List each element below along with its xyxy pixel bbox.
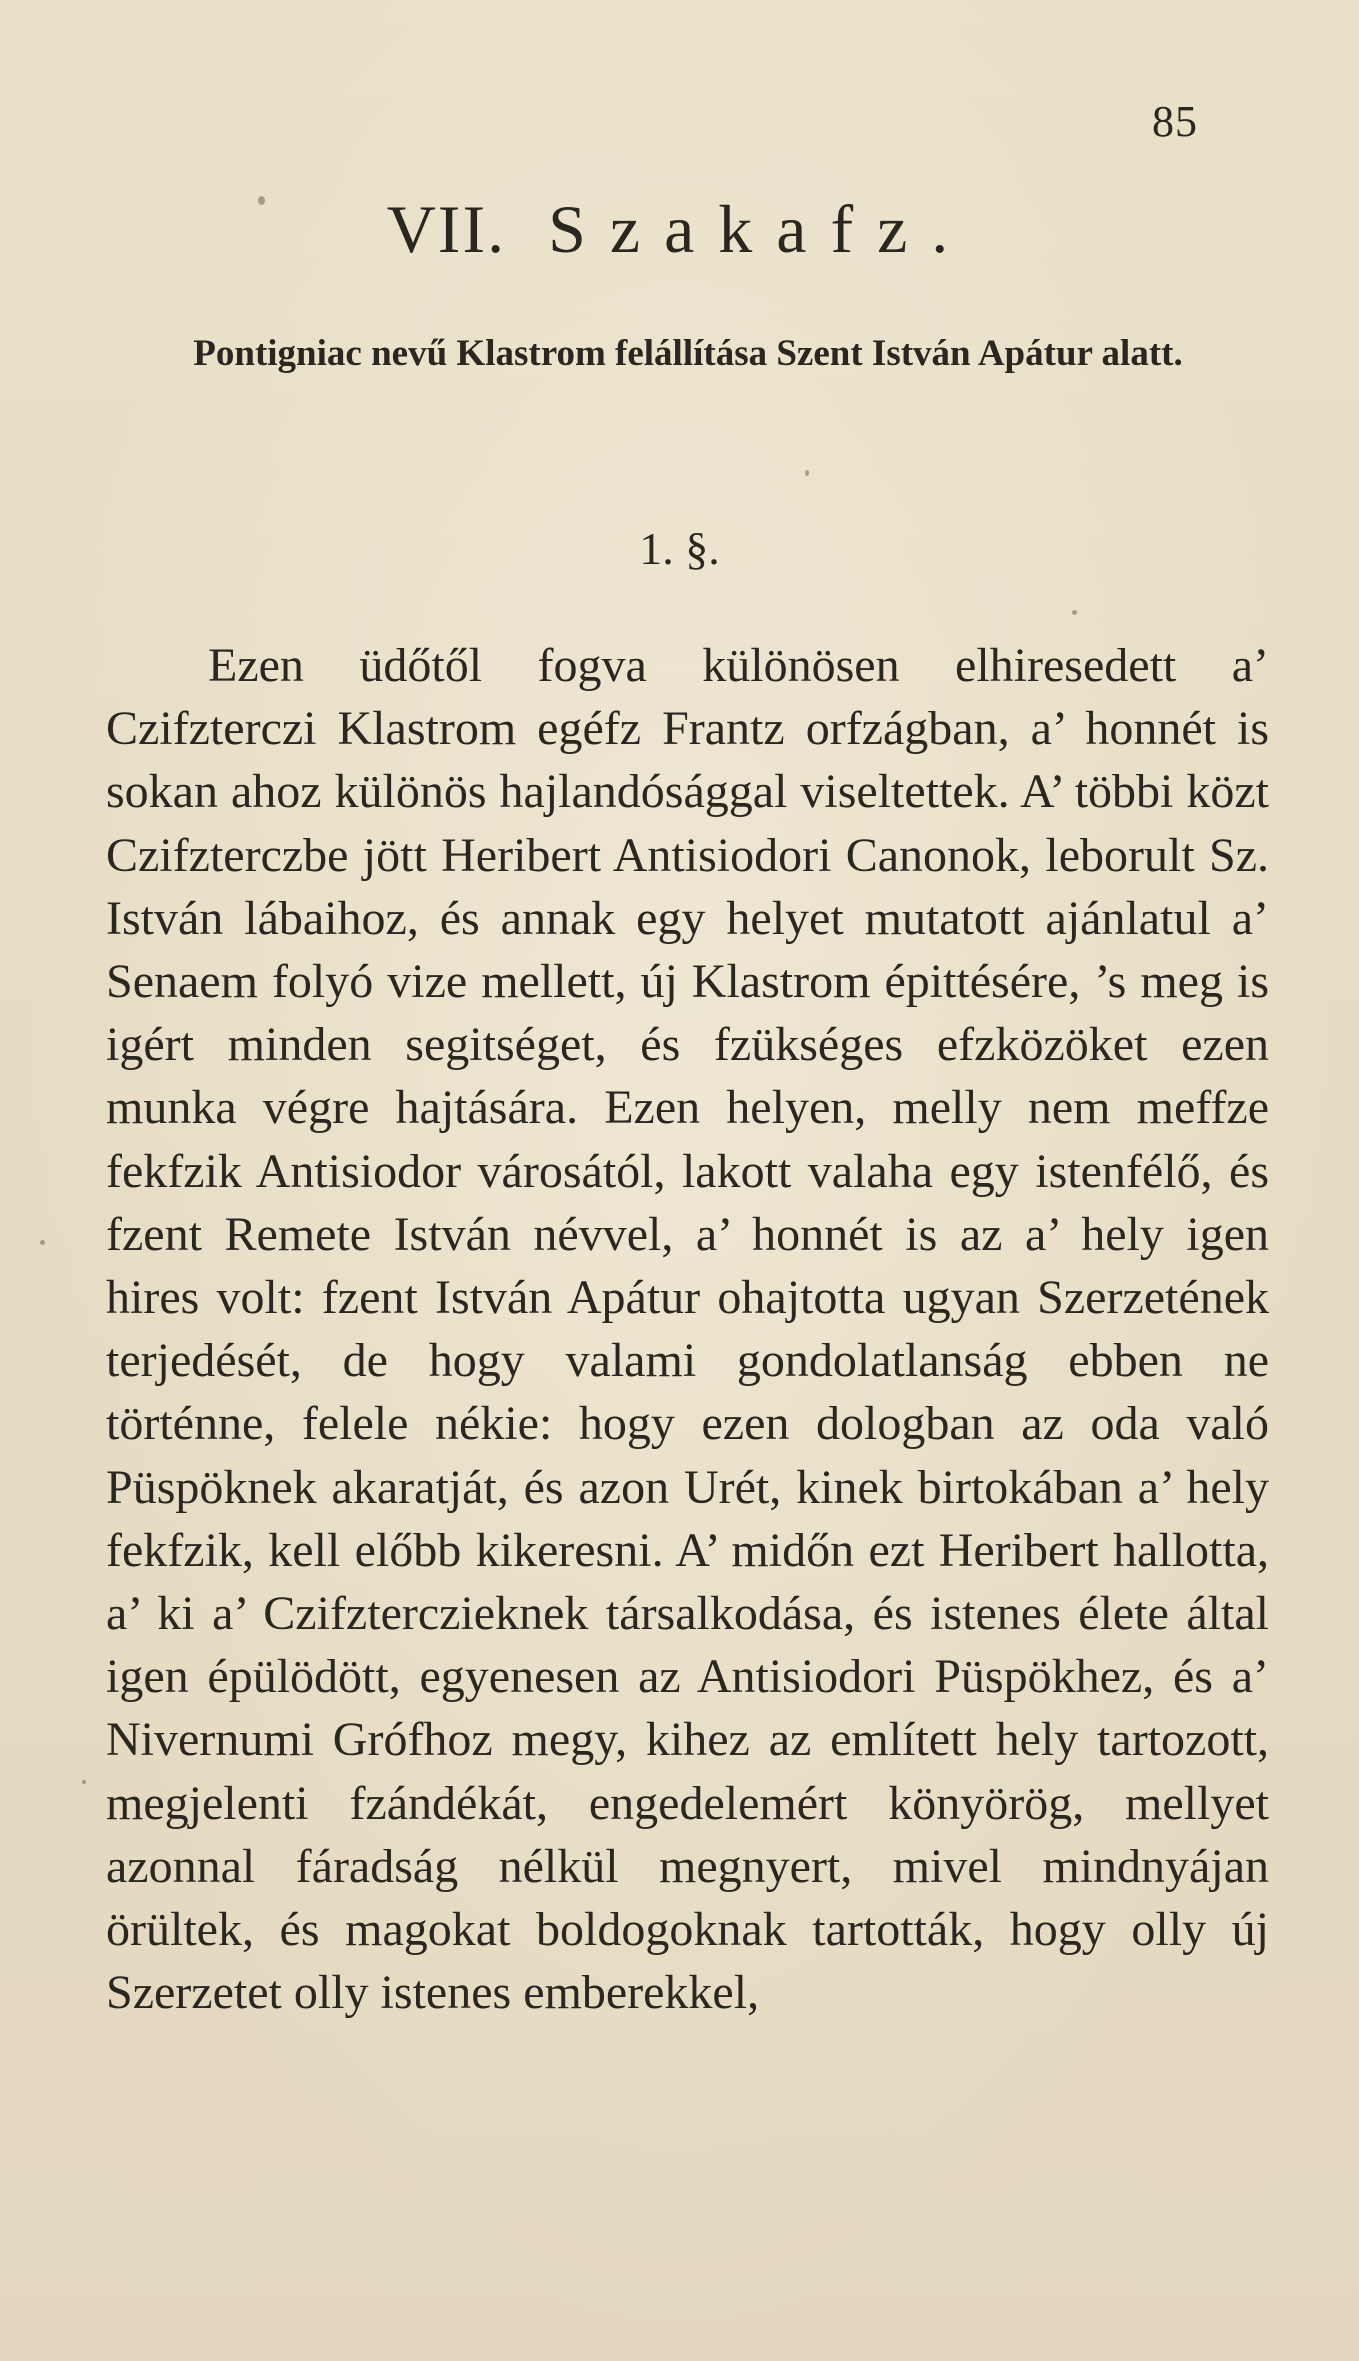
chapter-title: Szakafz. <box>548 191 973 267</box>
body-paragraph: Ezen üdőtől fogva különösen elhiresedett a’ Czifzterczi Klastrom egéfz Frantz orfzágban, a’ honnét is sokan ahoz különös hajlandósággal viseltettek. A’ többi közt Czifzterczbe jött Heribert Antisiodori Canonok, leborult Sz. István lábaihoz, és annak egy helyet mutatott ajánlatul a’ Senaem folyó vize mellett, új Klastrom épittésére, ’s meg is igért minden segitséget, és fzükséges efzközöket ezen munka végre hajtására. Ezen helyen, melly nem meffze fekfzik Antisiodor városától, lakott valaha egy istenfélő, és fzent Remete István névvel, a’ honnét is az a’ hely igen hires volt: fzent István Apátur ohajtotta ugyan Szerzetének terjedését, de hogy valami gondolatlanság ebben ne történne, felele nékie: hogy ezen dologban az oda való Püspöknek akaratját, és azon Urét, kinek birtokában a’ hely fekfzik, kell előbb kikeresni. A’ midőn ezt Heribert hallotta, a’ ki a’ Czifzterczieknek társalkodása, és istenes élete által igen épülödött, egyenesen az Antisiodori Püspökhez, és a’ Nivernumi Grófhoz megy, kihez az említett hely tartozott, megjelenti fzándékát, engedelemért könyörög, mellyet azonnal fáradság nélkül megnyert, mivel mindnyájan örültek, és magokat boldogoknak tartották, hogy olly új Szerzetet olly istenes emberekkel, <box>106 639 1269 2020</box>
chapter-subtitle: Pontigniac nevű Klastrom felállítása Szent István Apátur alatt. <box>193 333 1183 374</box>
ink-speck <box>40 1240 45 1245</box>
ink-speck <box>805 470 809 476</box>
ink-speck <box>1072 610 1077 615</box>
ink-speck <box>82 1780 86 1784</box>
page-number: 85 <box>1152 97 1198 146</box>
chapter-heading <box>0 190 1359 269</box>
ink-speck <box>258 196 265 205</box>
chapter-number: VII. <box>386 191 507 267</box>
section-number: 1. §. <box>639 523 720 574</box>
